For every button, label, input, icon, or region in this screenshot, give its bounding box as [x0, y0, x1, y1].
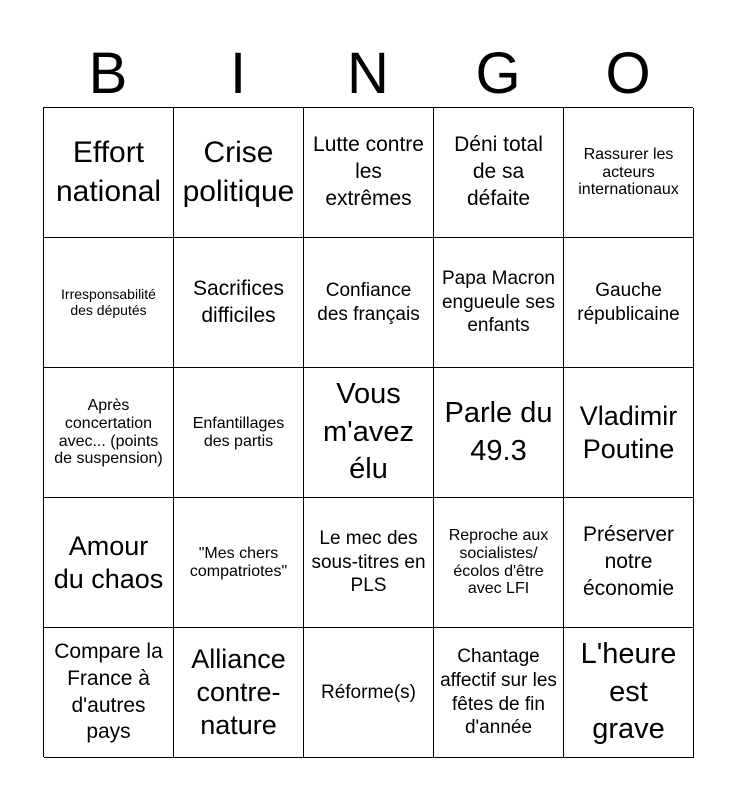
bingo-cell[interactable]: Confiance des français — [304, 238, 434, 368]
bingo-cell[interactable]: Rassurer les acteurs internationaux — [564, 108, 694, 238]
header-letter-o: O — [605, 41, 651, 106]
bingo-grid — [43, 107, 693, 757]
bingo-cell[interactable]: Parle du 49.3 — [434, 368, 564, 498]
bingo-cell[interactable]: "Mes chers compatriotes" — [174, 498, 304, 628]
bingo-cell[interactable]: Gauche républicaine — [564, 238, 694, 368]
bingo-cell[interactable]: Reproche aux socialistes/ écolos d'être avec LFI — [434, 498, 564, 628]
bingo-cell[interactable]: Sacrifices difficiles — [174, 238, 304, 368]
bingo-cell[interactable]: Amour du chaos — [44, 498, 174, 628]
header-letter-g: G — [475, 41, 521, 106]
bingo-cell[interactable]: Effort national — [44, 108, 174, 238]
header-letter-i: I — [229, 41, 247, 106]
bingo-cell[interactable]: Préserver notre économie — [564, 498, 694, 628]
bingo-cell[interactable]: Réforme(s) — [304, 628, 434, 758]
header-letter-b: B — [88, 41, 128, 106]
bingo-cell[interactable]: L'heure est grave — [564, 628, 694, 758]
bingo-cell[interactable]: Crise politique — [174, 108, 304, 238]
bingo-cell[interactable]: Lutte contre les extrêmes — [304, 108, 434, 238]
header-letter-n: N — [347, 41, 389, 106]
bingo-cell[interactable]: Enfantillages des partis — [174, 368, 304, 498]
bingo-cell[interactable]: Chantage affectif sur les fêtes de fin d'année — [434, 628, 564, 758]
bingo-header — [43, 40, 693, 108]
bingo-cell[interactable]: Après concertation avec... (points de suspension) — [44, 368, 174, 498]
bingo-cell[interactable]: Vladimir Poutine — [564, 368, 694, 498]
bingo-cell[interactable]: Compare la France à d'autres pays — [44, 628, 174, 758]
bingo-cell[interactable]: Irresponsabilité des députés — [44, 238, 174, 368]
bingo-cell[interactable]: Papa Macron engueule ses enfants — [434, 238, 564, 368]
bingo-cell[interactable]: Le mec des sous-titres en PLS — [304, 498, 434, 628]
bingo-cell[interactable]: Vous m'avez élu — [304, 368, 434, 498]
bingo-cell[interactable]: Alliance contre-nature — [174, 628, 304, 758]
bingo-cell[interactable]: Déni total de sa défaite — [434, 108, 564, 238]
